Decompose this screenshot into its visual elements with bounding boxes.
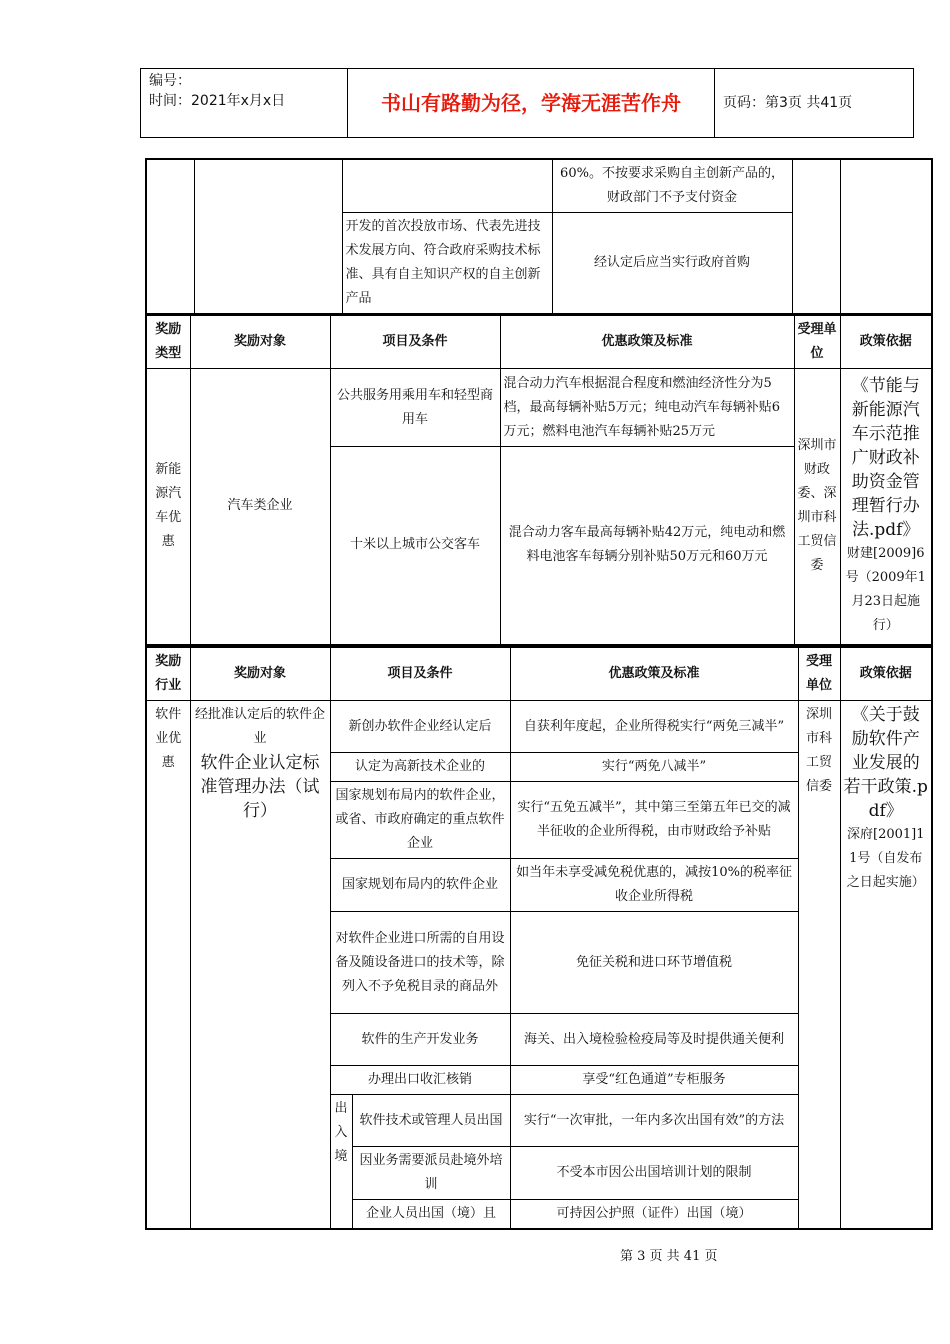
- s3-target-small: 经批准认定后的软件企业: [194, 707, 325, 746]
- s3-exit-policy-1: 不受本市因公出国培训计划的限制: [510, 1147, 798, 1200]
- s3-h-type: 奖励行业: [146, 647, 190, 701]
- s3-cond-1: 认定为高新技术企业的: [330, 753, 510, 782]
- s2-cond-2: 十米以上城市公交客车: [330, 447, 500, 645]
- s3-h-policy: 优惠政策及标准: [510, 647, 798, 701]
- s2-basis: [840, 369, 932, 645]
- s3-target: [190, 701, 330, 1230]
- s2-h-cond: 项目及条件: [330, 315, 500, 369]
- s3-basis-note: 深府[2001]11号（自发布之日起实施）: [846, 827, 925, 890]
- s3-exit-cond-2: 企业人员出国（境）且: [352, 1200, 510, 1230]
- s3-policy-5: 海关、出入境检验检疫局等及时提供通关便利: [510, 1014, 798, 1066]
- s3-h-unit: 受理单位: [798, 647, 840, 701]
- s3-cond-5: 软件的生产开发业务: [330, 1014, 510, 1066]
- s2-policy-1: 混合动力汽车根据混合程度和燃油经济性分为5档，最高每辆补贴5万元；纯电动汽车每辆补贴6万元；燃料电池汽车每辆补贴25万元: [500, 369, 794, 447]
- header-meta: [141, 69, 348, 138]
- s1-basis-cell: [840, 159, 932, 314]
- s3-target-big: 软件企业认定标准管理办法（试行）: [200, 753, 320, 821]
- s3-policy-6: 享受“红色通道”专柜服务: [510, 1066, 798, 1095]
- s3-unit: 深圳市科工贸信委: [798, 701, 840, 1230]
- section3-table: [145, 646, 933, 1230]
- s1-target-cell: [194, 159, 342, 314]
- s2-basis-note: 财建[2009]6号（2009年1月23日起施行）: [845, 546, 926, 634]
- s2-h-target: 奖励对象: [190, 315, 330, 369]
- footer-page-number: 第 3 页 共 41 页: [620, 1249, 718, 1264]
- s2-target: 汽车类企业: [190, 369, 330, 645]
- section2-table: [145, 314, 933, 646]
- s3-exit-label: 出入境: [330, 1095, 352, 1230]
- s3-h-target: 奖励对象: [190, 647, 330, 701]
- header-page: 页码：第3页 共41页: [715, 69, 914, 138]
- s1-unit-cell: [792, 159, 840, 314]
- header-table: [140, 68, 914, 138]
- s3-cond-0: 新创办软件企业经认定后: [330, 701, 510, 753]
- s3-cond-4: 对软件企业进口所需的自用设备及随设备进口的技术等，除列入不予免税目录的商品外: [330, 912, 510, 1014]
- s3-cond-6: 办理出口收汇核销: [330, 1066, 510, 1095]
- s3-policy-1: 实行“两免八减半”: [510, 753, 798, 782]
- s1-policy-2: 经认定后应当实行政府首购: [552, 213, 792, 315]
- s3-exit-policy-2: 可持因公护照（证件）出国（境）: [510, 1200, 798, 1230]
- s1-cond-cell-1: [342, 159, 552, 213]
- s2-policy-2: 混合动力客车最高每辆补贴42万元，纯电动和燃料电池客车每辆分别补贴50万元和60万元: [500, 447, 794, 645]
- s3-basis-title: 《关于鼓励软件产业发展的若干政策.pdf》: [843, 705, 928, 821]
- s3-exit-cond-0: 软件技术或管理人员出国: [352, 1095, 510, 1147]
- s1-type-cell: [146, 159, 194, 314]
- s3-policy-4: 免征关税和进口环节增值税: [510, 912, 798, 1014]
- s1-policy-1: 60%。不按要求采购自主创新产品的，财政部门不予支付资金: [552, 159, 792, 213]
- s2-h-unit: 受理单位: [794, 315, 840, 369]
- s3-policy-0: 自获利年度起，企业所得税实行“两免三减半”: [510, 701, 798, 753]
- s2-h-policy: 优惠政策及标准: [500, 315, 794, 369]
- s3-cond-3: 国家规划布局内的软件企业: [330, 859, 510, 912]
- s1-cond-2: 开发的首次投放市场、代表先进技术发展方向、符合政府采购技术标准、具有自主知识产权的自主创新产品: [342, 213, 552, 315]
- header-motto: 书山有路勤为径，学海无涯苦作舟: [348, 69, 715, 138]
- s2-type: 新能源汽车优惠: [146, 369, 190, 645]
- s2-h-basis: 政策依据: [840, 315, 932, 369]
- s2-h-type: 奖励类型: [146, 315, 190, 369]
- s2-unit: 深圳市财政委、深圳市科工贸信委: [794, 369, 840, 645]
- section1-table: [145, 158, 933, 315]
- s2-cond-1: 公共服务用乘用车和轻型商用车: [330, 369, 500, 447]
- s3-policy-2: 实行“五免五减半”，其中第三至第五年已交的减半征收的企业所得税，由市财政给予补贴: [510, 782, 798, 859]
- s3-policy-3: 如当年未享受减免税优惠的，减按10%的税率征收企业所得税: [510, 859, 798, 912]
- s3-h-cond: 项目及条件: [330, 647, 510, 701]
- s3-type: 软件业优惠: [146, 701, 190, 1230]
- s3-basis: [840, 701, 932, 1230]
- s3-h-basis: 政策依据: [840, 647, 932, 701]
- doc-number: 编号：: [149, 73, 191, 89]
- s2-basis-title: 《节能与新能源汽车示范推广财政补助资金管理暂行办法.pdf》: [851, 376, 920, 541]
- s3-cond-2: 国家规划布局内的软件企业，或省、市政府确定的重点软件企业: [330, 782, 510, 859]
- s3-exit-policy-0: 实行“一次审批，一年内多次出国有效”的方法: [510, 1095, 798, 1147]
- doc-date: 时间：2021年x月x日: [149, 93, 286, 109]
- s3-exit-cond-1: 因业务需要派员赴境外培训: [352, 1147, 510, 1200]
